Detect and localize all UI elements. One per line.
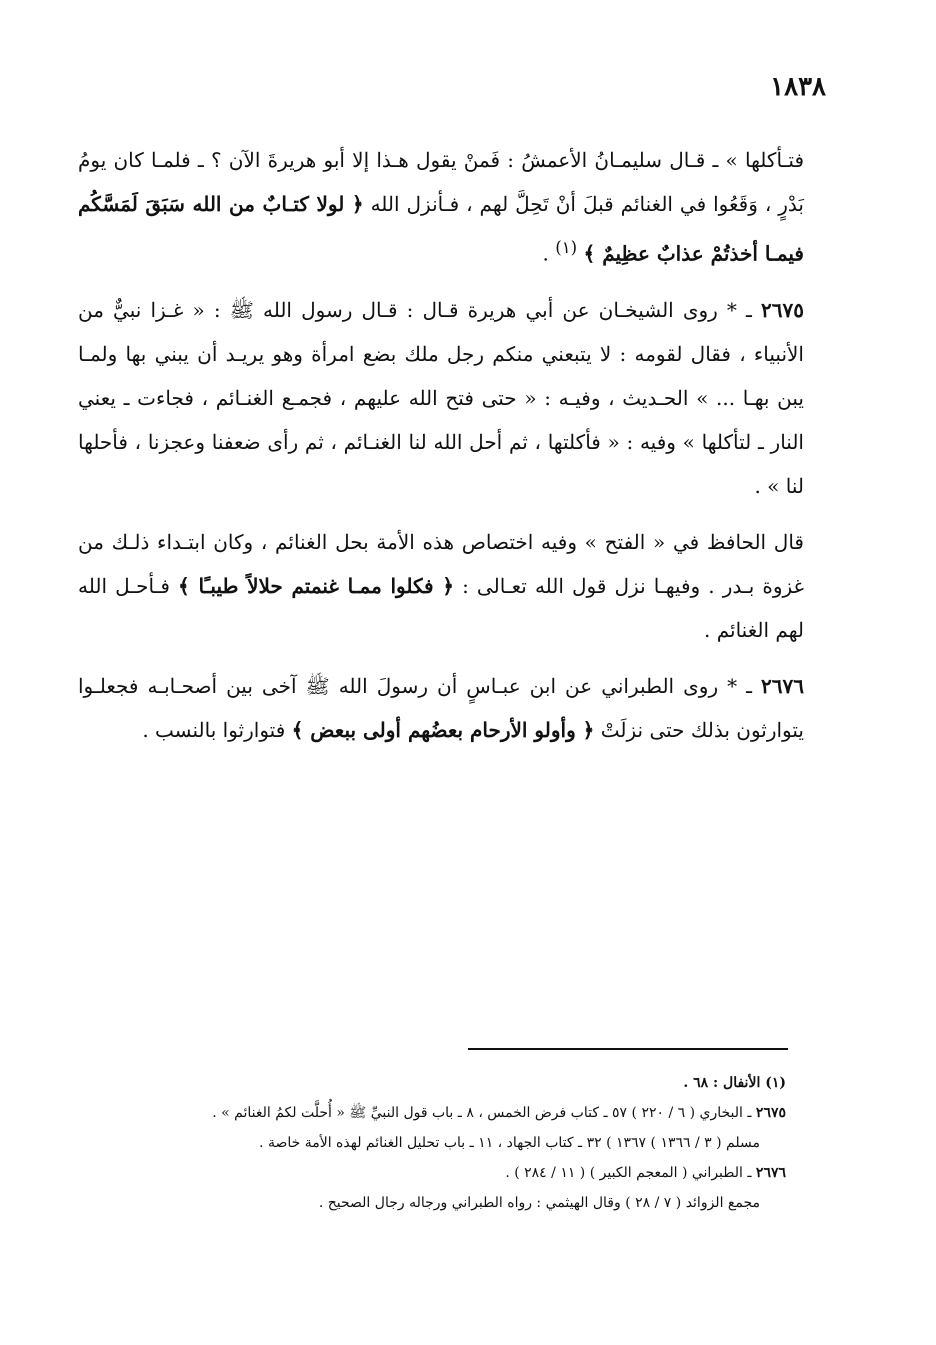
quran-verse-1: ﴿ لولا كتـابٌ من الله سَبَقَ لَمَسَّكُم فيمـا أخذتُمْ عذابٌ عظِيمٌ ﴾ [78,192,804,266]
footnote-2676-text: ـ الطبراني ( المعجم الكبير ) ( ١١ / ٢٨٤ ) . [505,1165,756,1181]
paragraph-2676 [78,664,804,752]
paragraph-1-end: . [542,241,556,266]
footnote-2676-label: ٢٦٧٦ [755,1165,786,1181]
paragraph-2675 [78,288,804,508]
paragraph-fath-end: فـأحـل الله لهم الغنائم . [78,573,804,642]
paragraph-fath [78,520,804,652]
footnote-1: (١) الأنفال : ٦٨ . [683,1075,786,1091]
hadith-number-2676: ٢٦٧٦ [761,673,804,698]
paragraph-2676-end: فتوارثوا بالنسب . [142,717,292,742]
footnote-marker-1: (١) [555,238,578,257]
footnote-2676-majma: مجمع الزوائد ( ٧ / ٢٨ ) وقال الهيثمي : رواه الطبراني ورجاله رجال الصحيح . [318,1195,760,1211]
quran-verse-3: ﴿ وأولو الأرحام بعضُهم أولى ببعض ﴾ [291,717,595,742]
quran-verse-2: ﴿ فكلوا ممـا غنمتم حلالاً طيبـًا ﴾ [178,573,455,598]
hadith-number-2675: ٢٦٧٥ [761,297,804,322]
paragraph-1 [78,138,804,276]
paragraph-2676-text: ـ * روى الطبراني عن ابن عبـاسٍ أن رسولَ الله ﷺ آخى بين أصحـابـه فجعلـوا يتوارثون بذلك حتى نزلَتْ [78,673,804,742]
footnote-2675-muslim: مسلم ( ٣ / ١٣٦٦ ) ١٣٦٧ ) ٣٢ ـ كتاب الجهاد ، ١١ ـ باب تحليل الغنائم لهذه الأمة خاصة . [259,1135,760,1151]
footnote-2675-text: ـ البخاري ( ٦ / ٢٢٠ ) ٥٧ ـ كتاب فرض الخمس ، ٨ ـ باب قول النبيِّ ﷺ « أُحلَّت لكمُ الغنائم » . [212,1105,756,1121]
footnote-divider [468,1048,788,1050]
footnotes [150,1068,786,1218]
paragraph-fath-text: قال الحافظ في « الفتح » وفيه اختصاص هذه الأمة بحل الغنائم ، وكان ابتـداء ذلـك من غزوة بـدر . وفيهـا نزل قول الله تعـالى : [78,529,805,598]
paragraph-2675-text: ـ * روى الشيخـان عن أبي هريرة قـال : قـال رسول الله ﷺ : « غـزا نبيٌّ من الأنبياء ، فقال لقومه : لا يتبعني منكم رجل ملك بضع امرأة وهو يريـد أن يبني بها ولمـا يبن بهـا ... » الحـديث ، وفيـه : « حتى فتح الله عليهم ، فجمـع الغنـائم ، فجاءت ـ يعني النار ـ لتأكلها » وفيه : « فأكلتها ، ثم أحل الله لنا الغنـائم ، ثم رأى ضعفنا وعجزنا ، فأحلها لنا » . [78,297,804,498]
footnote-2675 [150,1098,786,1128]
paragraph-1-text: فتـأكلها » ـ قـال سليمـانُ الأعمشُ : فَمنْ يقول هـذا إلا أبو هريرةَ الآن ؟ ـ فلمـا كان يومُ بَدْرٍ ، وَقَعُوا في الغنائم قبلَ أنْ تَحِلَّ لهم ، فـأنزل الله [78,148,804,216]
footnote-2675-label: ٢٦٧٥ [755,1105,786,1121]
footnote-2676 [150,1158,786,1188]
page-number: ١٨٣٨ [770,72,826,102]
main-text [78,138,804,752]
